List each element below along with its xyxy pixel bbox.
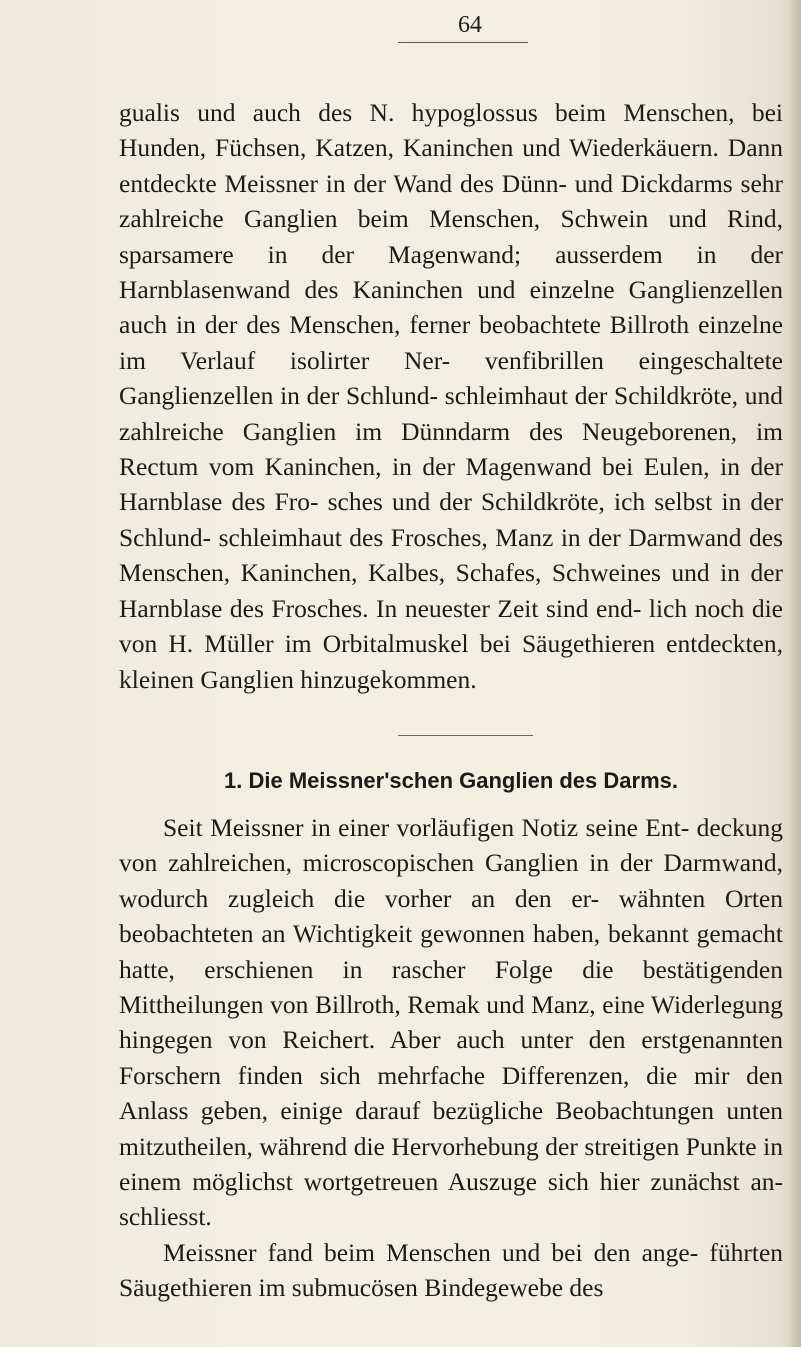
page-number-rule <box>398 42 528 43</box>
page-number: 64 <box>458 12 482 38</box>
text-line: führten Säugethieren im submucösen Bindegewebe des <box>119 1237 784 1303</box>
text-line: schleimhaut des Frosches, Manz in der Darmwand des <box>218 522 784 552</box>
page-edge-shadow <box>787 0 801 1347</box>
text-line: Dünndarm des Neugeborenen, im Rectum vom Kaninchen, <box>119 416 783 482</box>
text-line: venfibrillen eingeschaltete Ganglienzellen in der Schlund- <box>119 345 783 411</box>
text-line: Säugethieren entdeckten, kleinen Ganglien hinzugekommen. <box>119 629 783 694</box>
text-line: deckung von zahlreichen, microscopischen Ganglien in <box>119 813 783 878</box>
text-line: während die Hervorhebung der streitigen Punkte in einem <box>119 1131 783 1197</box>
section-heading: 1. Die Meissner'schen Ganglien des Darms. <box>224 768 678 793</box>
text-line: Aber auch unter den erstgenannten Forschern finden sich <box>119 1025 783 1090</box>
text-line: sches und der Schildkröte, ich selbst in der Schlund- <box>119 487 783 552</box>
text-line: und Dickdarms sehr zahlreiche Ganglien beim Menschen, <box>119 168 783 234</box>
text-line: haben, bekannt gemacht hatte, erschienen in rascher Folge <box>119 919 784 984</box>
text-line: Dann entdeckte Meissner in der Wand des Dünn- <box>119 133 784 198</box>
text-line: beobachtete Billroth einzelne im Verlauf isolirter Ner- <box>119 310 784 375</box>
paragraph-1-text <box>119 95 783 697</box>
text-line: einzelne Ganglienzellen auch in der des Menschen, ferner <box>119 275 783 340</box>
text-line: der Harnblase des Frosches. In neuester Zeit sind end- <box>119 558 784 623</box>
text-line: lich noch die von H. Müller im Orbitalmuskel bei <box>119 593 783 659</box>
paragraph-2-container <box>119 810 783 1306</box>
text-line: und Manz, eine Widerlegung hingegen von Reichert. <box>119 990 784 1055</box>
text-line: Seit Meissner in einer vorläufigen Notiz seine Ent- <box>163 813 690 842</box>
text-line: die bestätigenden Mittheilungen von Billroth, Remak <box>119 954 783 1020</box>
text-line: gualis und auch des N. hypoglossus beim Menschen, bei <box>119 98 783 127</box>
text-line: ausserdem in der Harnblasenwand des Kaninchen und <box>119 239 784 305</box>
text-line: mehrfache Differenzen, die mir den Anlass geben, einige <box>119 1060 784 1126</box>
text-line: wähnten Orten beobachteten an Wichtigkeit gewonnen <box>119 883 784 949</box>
section-divider <box>398 735 533 736</box>
paragraph-3 <box>119 1235 783 1306</box>
text-line: darauf bezügliche Beobachtungen unten mitzutheilen, <box>119 1096 784 1161</box>
text-line: möglichst wortgetreuen Auszuge sich hier zunächst an- <box>192 1167 784 1197</box>
text-line: Schwein und Rind, sparsamere in der Magenwand; <box>119 204 783 269</box>
text-line: schliesst. <box>119 1202 212 1232</box>
paragraph-2 <box>119 810 783 1235</box>
text-line: der Darmwand, wodurch zugleich die vorher an den er- <box>119 848 783 913</box>
text-line: Menschen, Kaninchen, Kalbes, Schafes, Schweines und in <box>119 558 740 588</box>
text-line: Meissner fand beim Menschen und bei den ange- <box>163 1237 699 1267</box>
text-line: Hunden, Füchsen, Katzen, Kaninchen und Wiederkäuern. <box>119 133 719 163</box>
paragraph-1 <box>119 95 783 697</box>
text-line: schleimhaut der Schildkröte, und zahlreiche Ganglien im <box>119 381 783 446</box>
text-line: in der Magenwand bei Eulen, in der Harnblase des Fro- <box>119 452 784 517</box>
